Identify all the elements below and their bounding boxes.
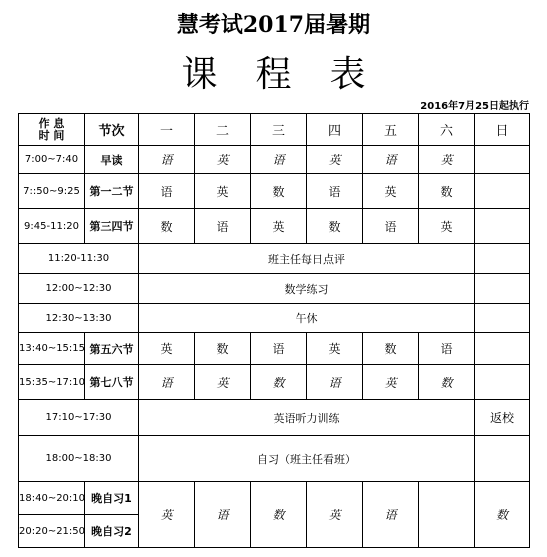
header-day: 四 — [307, 114, 363, 146]
schedule-title: 慧考试2017届暑期 — [176, 12, 371, 38]
table-row — [19, 482, 530, 515]
header-time-line1: 作 息 — [38, 116, 65, 130]
subject-cell — [419, 482, 475, 548]
sunday-cell: 返校 — [475, 400, 530, 436]
subject-cell: 数 — [251, 365, 307, 400]
subject-cell: 语 — [307, 365, 363, 400]
table-row — [19, 365, 530, 400]
subject-cell: 语 — [139, 365, 195, 400]
subject-cell: 语 — [363, 209, 419, 244]
time-cell: 18:40~20:10 — [19, 482, 85, 515]
time-cell: 15:35~17:10 — [19, 365, 85, 400]
subject-cell: 数 — [419, 174, 475, 209]
subject-cell — [475, 304, 530, 333]
table-row — [19, 436, 530, 482]
time-cell: 11:20-11:30 — [19, 244, 139, 274]
subject-cell: 英 — [307, 482, 363, 548]
table-row — [19, 274, 530, 304]
subject-cell: 英 — [139, 482, 195, 548]
header-day: 一 — [139, 114, 195, 146]
subject-cell: 英 — [195, 365, 251, 400]
time-cell: 12:00~12:30 — [19, 274, 139, 304]
header-time — [19, 114, 85, 146]
subject-cell — [475, 174, 530, 209]
subject-cell: 语 — [195, 209, 251, 244]
time-cell: 7:00~7:40 — [19, 146, 85, 174]
activity-cell: 英语听力训练 — [139, 400, 475, 436]
table-row — [19, 146, 530, 174]
slot-cell: 第七八节 — [85, 365, 139, 400]
header-slot: 节次 — [85, 114, 139, 146]
schedule-subtitle: 课程表 — [181, 54, 404, 95]
subject-cell: 英 — [307, 146, 363, 174]
subject-cell: 英 — [307, 333, 363, 365]
subject-cell: 语 — [363, 146, 419, 174]
table-header-row — [19, 114, 530, 146]
subject-cell: 语 — [363, 482, 419, 548]
subject-cell: 数 — [195, 333, 251, 365]
subject-cell: 语 — [195, 482, 251, 548]
activity-cell: 午休 — [139, 304, 475, 333]
subject-cell: 英 — [363, 174, 419, 209]
table-row — [19, 333, 530, 365]
subject-cell — [475, 244, 530, 274]
table-row — [19, 304, 530, 333]
header-day: 六 — [419, 114, 475, 146]
header-day: 三 — [251, 114, 307, 146]
subject-cell: 英 — [419, 209, 475, 244]
subject-cell: 语 — [251, 146, 307, 174]
slot-cell: 第三四节 — [85, 209, 139, 244]
time-cell: 17:10~17:30 — [19, 400, 139, 436]
time-cell: 18:00~18:30 — [19, 436, 139, 482]
subject-cell: 语 — [139, 174, 195, 209]
subject-cell — [475, 333, 530, 365]
subject-cell: 数 — [307, 209, 363, 244]
slot-cell: 晚自习2 — [85, 515, 139, 548]
subject-cell: 语 — [307, 174, 363, 209]
activity-cell: 数学练习 — [139, 274, 475, 304]
subject-cell: 英 — [419, 146, 475, 174]
header-day: 五 — [363, 114, 419, 146]
subject-cell — [475, 209, 530, 244]
time-cell: 9:45-11:20 — [19, 209, 85, 244]
subject-cell — [475, 146, 530, 174]
time-cell: 20:20~21:50 — [19, 515, 85, 548]
activity-cell: 班主任每日点评 — [139, 244, 475, 274]
header-time-line2: 时 间 — [38, 128, 65, 142]
slot-cell: 第五六节 — [85, 333, 139, 365]
subject-cell: 英 — [139, 333, 195, 365]
table-row — [19, 400, 530, 436]
time-cell: 12:30~13:30 — [19, 304, 139, 333]
subject-cell: 语 — [251, 333, 307, 365]
subject-cell: 数 — [475, 482, 530, 548]
table-row — [19, 244, 530, 274]
slot-cell: 早读 — [85, 146, 139, 174]
time-cell: 7::50~9:25 — [19, 174, 85, 209]
time-cell: 13:40~15:15 — [19, 333, 85, 365]
activity-cell: 自习（班主任看班） — [139, 436, 475, 482]
subject-cell: 数 — [363, 333, 419, 365]
subject-cell: 英 — [363, 365, 419, 400]
header-day: 日 — [475, 114, 530, 146]
timetable — [18, 113, 530, 548]
effective-date: 2016年7月25日起执行 — [420, 101, 529, 112]
subject-cell: 数 — [251, 482, 307, 548]
subject-cell: 数 — [139, 209, 195, 244]
table-row — [19, 174, 530, 209]
subject-cell: 语 — [419, 333, 475, 365]
subject-cell: 数 — [251, 174, 307, 209]
subject-cell: 英 — [251, 209, 307, 244]
table-row — [19, 209, 530, 244]
subject-cell — [475, 274, 530, 304]
slot-cell: 第一二节 — [85, 174, 139, 209]
subject-cell: 数 — [419, 365, 475, 400]
subject-cell: 语 — [139, 146, 195, 174]
subject-cell — [475, 436, 530, 482]
header-day: 二 — [195, 114, 251, 146]
subject-cell: 英 — [195, 174, 251, 209]
subject-cell: 英 — [195, 146, 251, 174]
slot-cell: 晚自习1 — [85, 482, 139, 515]
subject-cell — [475, 365, 530, 400]
